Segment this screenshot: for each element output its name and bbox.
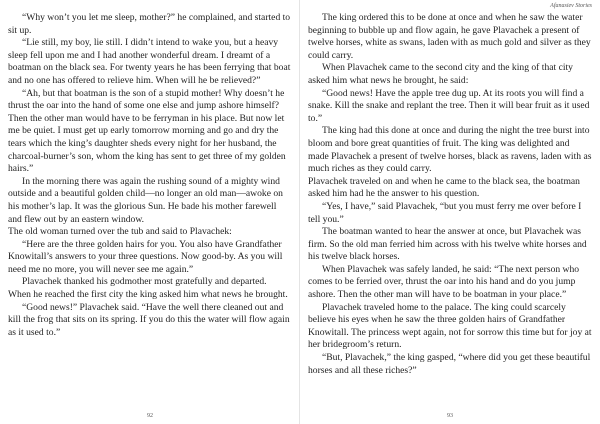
left-page-body bbox=[8, 12, 292, 339]
paragraph: Plavachek thanked his godmother most gratefully and departed. bbox=[22, 276, 267, 288]
page-gutter bbox=[299, 0, 300, 424]
running-head: Afanasiev Stories bbox=[550, 3, 592, 9]
paragraph: The king had this done at once and during the night the tree burst into bloom and bore great quantities of fruit. The king was delighted and made Plavachek a present of twelve horses, black as ravens, laden with as much riches as they could carry. bbox=[308, 125, 592, 175]
paragraph: “Ah, but that boatman is the son of a stupid mother! Why doesn’t he thrust the oar into the hand of some one else and jump ashore himself? Then the other man would have to be ferryman in his place. But now let me be quiet. I must get up early tomorrow morning and go and dry the tears which the king’s daughter sheds every night for her husband, the charcoal-burner’s son, whom the king has sent to get three of my golden hairs.” bbox=[8, 87, 286, 175]
paragraph: “Yes, I have,” said Plavachek, “but you must ferry me over before I tell you.” bbox=[308, 200, 582, 225]
left-page bbox=[8, 0, 292, 424]
paragraph: “Good news!” Plavachek said. “Have the well there cleaned out and kill the frog that sits on its spring. If you do this the water will flow again as it used to.” bbox=[8, 301, 290, 338]
paragraph: “Lie still, my boy, lie still. I didn’t intend to wake you, but a heavy sleep fell upon me and I had another wonderful dream. I dreamt of a boatman on the black sea. For twenty years he has been ferrying that boat and no one has offered to relieve him. When will he be relieved?” bbox=[8, 37, 291, 86]
paragraph: “Why won’t you let me sleep, mother?” he complained, and started to sit up. bbox=[8, 12, 291, 36]
paragraph: “Here are the three golden hairs for you. You also have Grandfather Knowitall’s answers to your three questions. Now good-by. As you will need me no more, you will never see me again.” bbox=[8, 238, 283, 275]
paragraph: The old woman turned over the tub and said to Plavachek: bbox=[8, 226, 232, 238]
paragraph: “Good news! Have the apple tree dug up. At its roots you will find a snake. Kill the snake and replant the tree. Then it will bear fruit as it used to.” bbox=[308, 87, 590, 124]
right-page-body bbox=[308, 12, 592, 377]
page-number: 92 bbox=[147, 413, 153, 419]
paragraph: In the morning there was again the rushing sound of a mighty wind outside and a beautiful golden child—no longer an old man—awoke on his mother’s lap. It was the glorious Sun. He bade his mother farewell and flew out by an eastern window. bbox=[8, 175, 283, 225]
paragraph: When he reached the first city the king asked him what news he brought. bbox=[8, 289, 288, 301]
right-page bbox=[308, 0, 592, 424]
paragraph: “But, Plavachek,” the king gasped, “where did you get these beautiful horses and all these riches?” bbox=[308, 352, 591, 376]
paragraph: The boatman wanted to hear the answer at once, but Plavachek was firm. So the old man ferried him across with his twelve white horses and his twelve black horses. bbox=[308, 226, 587, 263]
paragraph: When Plavachek came to the second city and the king of that city asked him what news he brought, he said: bbox=[308, 62, 573, 86]
paragraph: Plavachek traveled on and when he came to the black sea, the boatman asked him had he the answer to his question. bbox=[308, 175, 580, 200]
page-number: 93 bbox=[447, 413, 453, 419]
paragraph: The king ordered this to be done at once and when he saw the water beginning to bubble up and flow again, he gave Plavachek a present of twelve horses, white as swans, laden with as much gold and silver as they could carry. bbox=[308, 12, 591, 61]
paragraph: When Plavachek was safely landed, he said: “The next person who comes to be ferried over, thrust the oar into his hand and do you jump ashore. Then the other man will have to be boatman in your place.” bbox=[308, 263, 580, 301]
paragraph: Plavachek traveled home to the palace. The king could scarcely believe his eyes when he saw the three golden hairs of Grandfather Knowitall. The princess wept again, not for sorrow this time but for joy at her bridegroom’s return. bbox=[308, 301, 592, 351]
